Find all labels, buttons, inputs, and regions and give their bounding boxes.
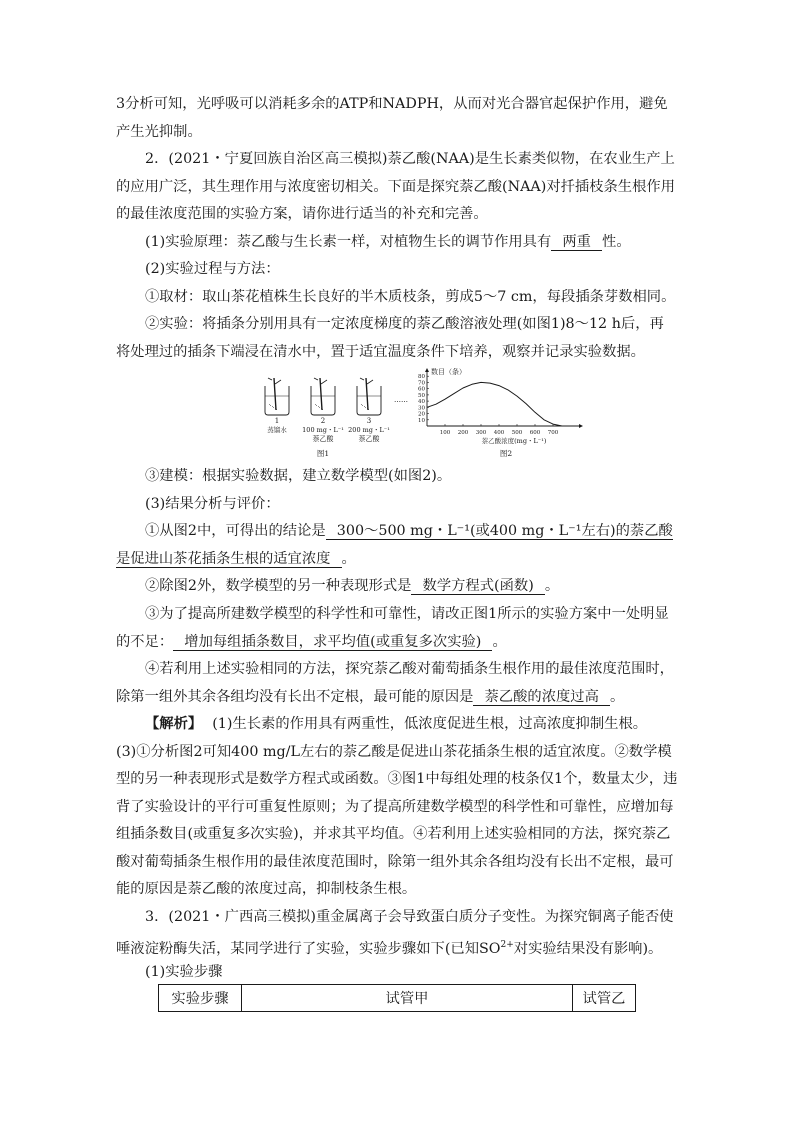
- intro-paragraph: 3分析可知，光呼吸可以消耗多余的ATP和NADPH，从而对光合器官起保护作用，避免产生光抑制。: [116, 96, 668, 140]
- series-line: [427, 382, 562, 426]
- q2-s3b: [116, 573, 678, 601]
- q2-s3c: [116, 601, 678, 656]
- ellipsis: ……: [394, 396, 408, 404]
- cutting-stem: [274, 378, 276, 410]
- q3-superscript: 2+: [500, 939, 514, 950]
- table-header-row: [159, 985, 636, 1012]
- figure-1-caption: 图1: [316, 449, 330, 458]
- beaker-number: 2: [320, 417, 326, 425]
- q2-s1-end: 性。: [602, 234, 631, 250]
- analysis-label: 【解析】: [145, 716, 203, 732]
- q2-s3d-end: 。: [609, 688, 625, 705]
- q2-s1: [116, 229, 678, 257]
- y-axis-arrow: [425, 368, 429, 372]
- q2-analysis: [116, 711, 678, 904]
- q2-s1-answer: 两重: [551, 234, 602, 251]
- beaker-label: 200 mg・L⁻¹: [348, 426, 390, 434]
- y-axis-label: 数目（条）: [431, 368, 466, 376]
- y-tick-label: 70: [418, 380, 425, 387]
- q2-s3c-text: ③为了提高所建数学模型的科学性和可靠性，请改正图1所示的实验方案中一处明显的不足：: [116, 606, 669, 650]
- cutting-stem: [320, 378, 322, 410]
- x-tick-label: 500: [511, 430, 523, 436]
- y-tick-label: 20: [418, 411, 425, 418]
- cutting-stem: [366, 378, 368, 410]
- q2-s3d-answer: 萘乙酸的浓度过高: [473, 689, 610, 706]
- y-tick-label: 40: [418, 399, 425, 406]
- y-tick-label: 50: [418, 392, 425, 399]
- experiment-table: [158, 984, 636, 1012]
- x-tick-label: 100: [439, 430, 451, 436]
- q2-s3a: [116, 518, 678, 573]
- figure-1: [265, 378, 408, 458]
- cutting-bud: [367, 380, 373, 384]
- q2-s3b-end: 。: [544, 578, 560, 594]
- q2-s3c-answer: 增加每组插条数目，求平均值(或重复多次实验): [173, 634, 492, 651]
- table-header-tube-b: 试管乙: [573, 985, 636, 1012]
- beaker-label-2: 萘乙酸: [358, 435, 380, 443]
- figure-2-caption: 图2: [499, 449, 513, 458]
- y-tick-label: 80: [418, 374, 425, 381]
- q2-s2b: ②实验：将插条分别用具有一定浓度梯度的萘乙酸溶液处理(如图1)8～12 h后，再将处理过的插条下端浸在清水中，置于适宜温度条件下培养，观察并记录实验数据。: [116, 316, 664, 360]
- q2-s2: (2)实验过程与方法：: [145, 261, 280, 277]
- table-header-step: 实验步骤: [159, 985, 242, 1012]
- beaker-glass: [265, 386, 289, 415]
- beaker-label-2: 萘乙酸: [312, 435, 334, 443]
- x-axis-label: 萘乙酸浓度(mg・L⁻¹): [481, 437, 547, 445]
- q2-s3a-answer: 300～500 mg・L⁻¹(或400 mg・L⁻¹左右)的萘乙酸是促进山茶花插条生根的适宜浓度: [116, 523, 673, 567]
- x-tick-label: 300: [475, 430, 487, 436]
- q3-stem-text: 3．(2021・广西高三模拟)重金属离子会导致蛋白质分子变性。为探究铜离子能否使唾液淀粉酶失活，某同学进行了实验，实验步骤如下(已知SO: [116, 909, 674, 957]
- q2-s2c: ③建模：根据实验数据，建立数学模型(如图2)。: [145, 468, 452, 484]
- beaker-number: 3: [366, 417, 372, 425]
- q2-s3a-text: ①从图2中，可得出的结论是: [145, 523, 326, 539]
- figure-group: [255, 366, 585, 462]
- liquid-mark: [364, 406, 366, 408]
- y-tick-label: 60: [418, 386, 425, 393]
- cutting-bud: [275, 380, 281, 384]
- cutting-bud: [268, 378, 272, 380]
- q3-stem-end: 对实验结果没有影响)。: [513, 940, 663, 957]
- q2-s3d: [116, 656, 678, 711]
- x-tick-label: 700: [547, 430, 559, 436]
- q2-s3d-text: ④若利用上述实验相同的方法，探究萘乙酸对葡萄插条生根作用的最佳浓度范围时，除第一组外其余各组均没有长出不定根，最可能的原因是: [116, 661, 674, 705]
- x-tick-label: 200: [457, 430, 469, 436]
- y-tick-label: 30: [418, 405, 425, 412]
- q2-s3c-end: 。: [492, 633, 507, 650]
- cutting-bud: [360, 378, 364, 380]
- liquid-mark: [272, 406, 274, 408]
- q2-s3a-end: 。: [341, 550, 356, 567]
- x-axis-arrow: [579, 424, 583, 428]
- beaker-glass: [311, 386, 335, 415]
- beaker-label: 蒸馏水: [267, 426, 287, 434]
- q2-s3: (3)结果分析与评价：: [145, 496, 280, 512]
- q3-stem: [116, 904, 678, 963]
- beaker-3: [348, 378, 390, 443]
- q2-s1-text: (1)实验原理：萘乙酸与生长素一样，对植物生长的调节作用具有: [145, 234, 552, 250]
- analysis-text: (1)生长素的作用具有两重性，低浓度促进生根，过高浓度抑制生根。(3)①分析图2可知400 mg/L左右的萘乙酸是促进山茶花插条生根的适宜浓度。②数学模型的另一种表现形式是数学方程式或函数。③图1中每组处理的枝条仅1个，数量太少，违背了实验设计的平行可重复性原则；为了提高所建数学模型的科学性和可靠性，应增加每组插条数目(或重复多次实验)，并求其平均值。④若利用上述实验相同的方法，探究萘乙酸对葡萄插条生根作用的最佳浓度范围时，除第一组外其余各组均没有长出不定根，最可能的原因是萘乙酸的浓度过高，抑制枝条生根。: [116, 716, 678, 897]
- liquid-mark: [318, 406, 320, 408]
- liquid-mark: [315, 404, 317, 406]
- liquid-mark: [361, 404, 363, 406]
- beaker-label: 100 mg・L⁻¹: [302, 426, 344, 434]
- x-tick-label: 400: [493, 430, 505, 436]
- beaker-number: 1: [274, 417, 280, 425]
- y-tick-label: 10: [418, 417, 425, 424]
- q2-stem: 2．(2021・宁夏回族自治区高三模拟)萘乙酸(NAA)是生长素类似物，在农业生产上的应用广泛，其生理作用与浓度密切相关。下面是探究萘乙酸(NAA)对扦插枝条生根作用的最佳浓度范围的实验方案，请你进行适当的补充和完善。: [116, 151, 675, 222]
- q2-s3b-text: ②除图2外，数学模型的另一种表现形式是: [145, 578, 412, 594]
- liquid-mark: [269, 404, 271, 406]
- cutting-bud: [321, 380, 327, 384]
- q2-s2a: ①取材：取山茶花植株生长良好的半木质枝条，剪成5～7 cm，每段插条芽数相同。: [145, 289, 676, 305]
- beaker-1: [265, 378, 289, 434]
- table-header-tube-a: 试管甲: [242, 985, 573, 1012]
- x-tick-label: 600: [529, 430, 541, 436]
- figure-2: [418, 367, 583, 458]
- cutting-bud: [314, 378, 318, 380]
- beaker-2: [302, 378, 344, 443]
- q2-s3b-answer: 数学方程式(函数): [411, 578, 544, 595]
- beaker-glass: [357, 386, 381, 415]
- q3-s1: (1)实验步骤: [145, 964, 223, 980]
